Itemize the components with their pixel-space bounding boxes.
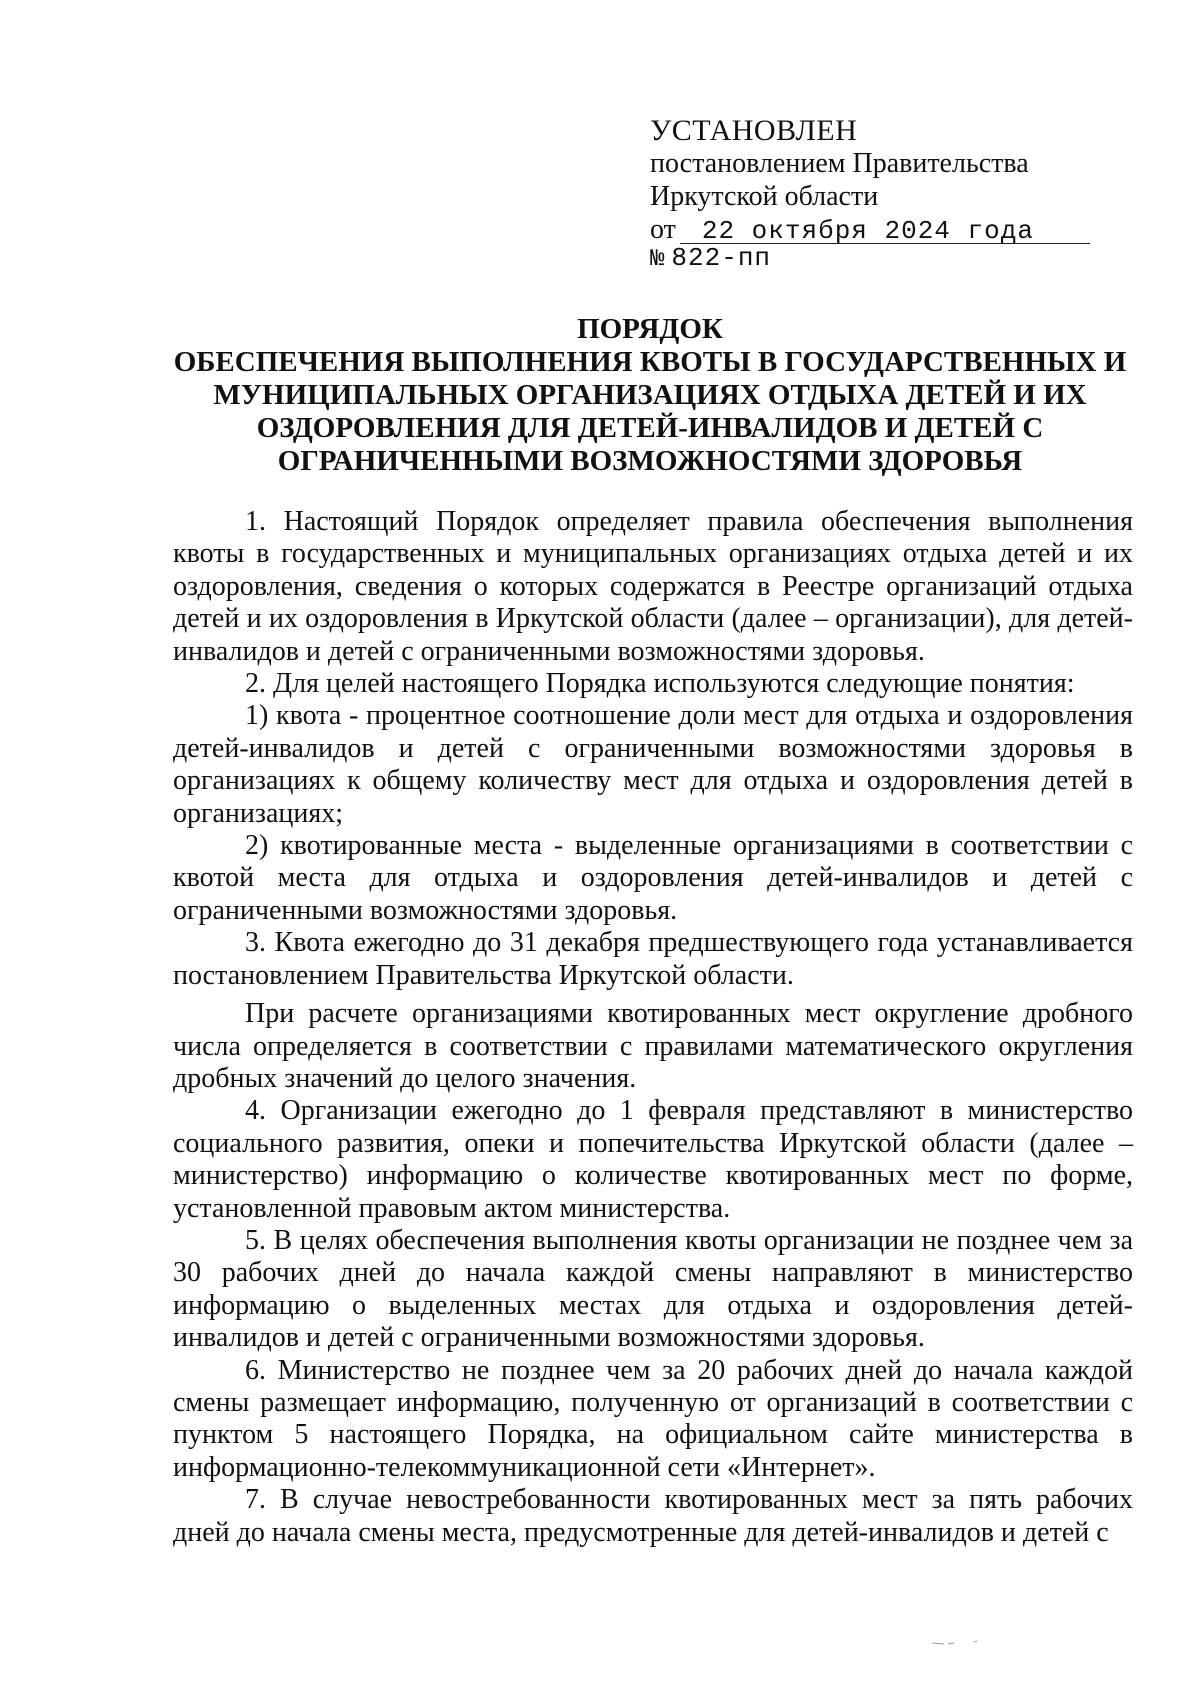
paragraph-6: 6. Министерство не позднее чем за 20 рабочих дней до начала каждой смены размещает информацию, полученную от организаций в соответствии с пунктом 5 настоящего Порядка, на официальном сайте министерства в информационно-телекоммуникационной сети «Интернет». [173,1354,1133,1483]
approval-date-value: 22 октября 2024 года [701,216,1034,246]
approval-number-prefix: № [650,246,665,273]
document-body [173,506,1133,1549]
approval-stamp-block [650,114,1120,276]
heading-line-1: ПОРЯДОК [577,313,723,345]
heading-line-5: ОГРАНИЧЕННЫМИ ВОЗМОЖНОСТЯМИ ЗДОРОВЬЯ [277,445,1023,477]
paragraph-2-item-1: 1) квота - процентное соотношение доли мест для отдыха и оздоровления детей-инвалидов и детей с ограниченными возможностями здоровья в организациях к общему количеству мест для отдыха и оздоровления детей в организациях; [173,700,1133,829]
approval-date-prefix: от [650,214,676,245]
paragraph-4: 4. Организации ежегодно до 1 февраля представляют в министерство социального развития, опеки и попечительства Иркутской области (далее – министерство) информацию о количестве квотированных мест по форме, установленной правовым актом министерства. [173,1095,1133,1224]
approval-date-line [650,213,1120,248]
date-underline [680,243,1090,244]
approval-line-2: Иркутской области [650,181,879,212]
paragraph-2: 2. Для целей настоящего Порядка используются следующие понятия: [245,668,1075,700]
document-heading [170,313,1130,478]
paragraph-5: 5. В целях обеспечения выполнения квоты организации не позднее чем за 30 рабочих дней до начала каждой смены направляют в министерство информацию о выделенных местах для отдыха и оздоровления детей-инвалидов и детей с ограниченными возможностями здоровья. [173,1224,1133,1354]
paragraph-1: 1. Настоящий Порядок определяет правила обеспечения выполнения квоты в государственных и муниципальных организациях отдыха детей и их оздоровления, сведения о которых содержатся в Реестре организаций отдыха детей и их оздоровления в Иркутской области (далее – организации), для детей-инвалидов и детей с ограниченными возможностями здоровья. [173,506,1133,667]
paragraph-2-item-2: 2) квотированные места - выделенные организациями в соответствии с квотой места для отдыха и оздоровления детей-инвалидов и детей с ограниченными возможностями здоровья. [173,830,1133,926]
approval-line-1: постановлением Правительства [650,148,1029,179]
approval-title: УСТАНОВЛЕН [650,114,858,147]
paragraph-3: 3. Квота ежегодно до 31 декабря предшествующего года устанавливается постановлением Правительства Иркутской области. [173,927,1133,991]
scan-artifact [930,1637,1000,1647]
approval-number-value: 822-пп [671,243,772,273]
heading-line-2: ОБЕСПЕЧЕНИЯ ВЫПОЛНЕНИЯ КВОТЫ В ГОСУДАРСТВЕННЫХ И [173,346,1127,378]
heading-line-3: МУНИЦИПАЛЬНЫХ ОРГАНИЗАЦИЯХ ОТДЫХА ДЕТЕЙ И ИХ [213,379,1087,411]
paragraph-7: 7. В случае невостребованности квотированных мест за пять рабочих дней до начала смены места, предусмотренные для детей-инвалидов и детей с [173,1484,1133,1548]
paragraph-3-note: При расчете организациями квотированных мест округление дробного числа определяется в соответствии с правилами математического округления дробных значений до целого значения. [173,998,1133,1094]
heading-line-4: ОЗДОРОВЛЕНИЯ ДЛЯ ДЕТЕЙ-ИНВАЛИДОВ И ДЕТЕЙ С [256,412,1044,444]
